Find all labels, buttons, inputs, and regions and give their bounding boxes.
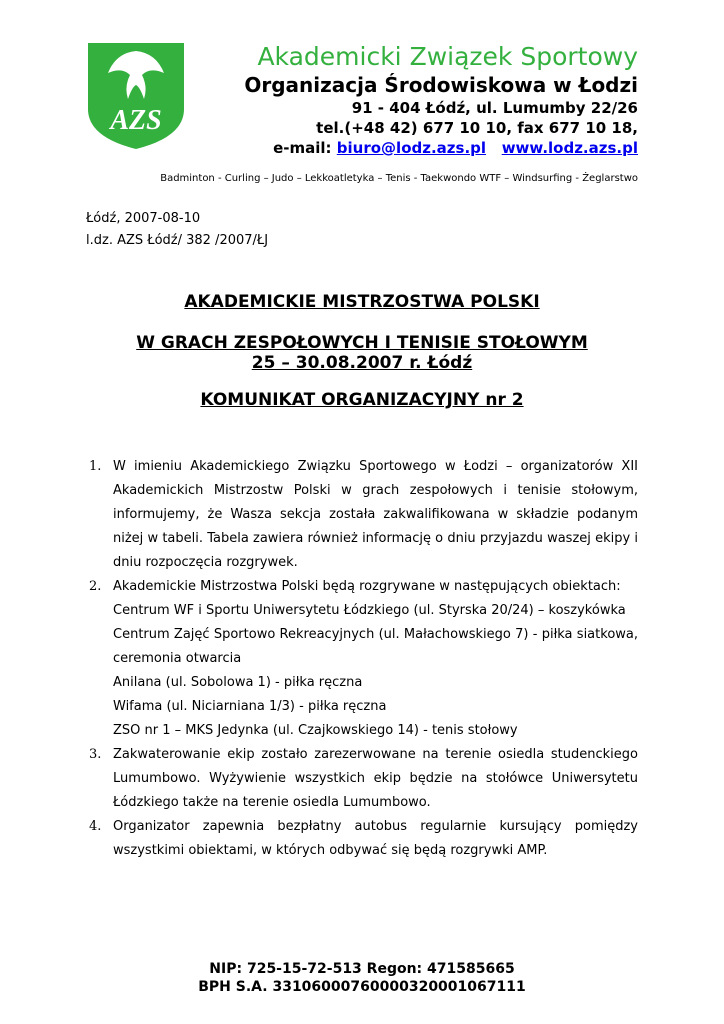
title-line-2: W GRACH ZESPOŁOWYCH I TENISIE STOŁOWYM [136,333,588,353]
azs-logo [86,41,186,151]
item-number: 4. [89,819,102,834]
org-subtitle: Organizacja Środowiskowa w Łodzi [244,73,638,97]
letterhead [244,42,638,158]
item-text: Organizator zapewnia bezpłatny autobus regularnie kursujący pomiędzy wszystkimi obiektami, w których odbywać się będą rozgrywki AMP. [113,819,638,858]
item-text: Akademickie Mistrzostwa Polski będą rozgrywane w następujących obiektach: [113,579,621,594]
item-number: 1. [89,459,102,474]
logo-text: AZS [110,105,162,136]
venue: Anilana (ul. Sobolowa 1) - piłka ręczna [113,675,363,690]
footer-bank: BPH S.A. 33106000760000320001067111 [198,979,526,995]
list-item [84,575,638,743]
footer [86,960,638,996]
list-item [84,743,638,815]
org-title: Akademicki Związek Sportowy [257,42,638,71]
venue: Wifama (ul. Niciarniana 1/3) - piłka ręczna [113,699,387,714]
org-address: 91 - 404 Łódź, ul. Lumumby 22/26 [351,99,638,117]
item-text: Zakwaterowanie ekip zostało zarezerwowane na terenie osiedla studenckiego Lumumbowo. Wyżywienie wszystkich ekip będzie na stołówce Uniwersytetu Łódzkiego także na terenie osiedla Lumumbowo. [113,747,638,810]
email-label: e-mail: [273,139,332,157]
list-item [84,455,638,575]
title-line-1: AKADEMICKIE MISTRZOSTWA POLSKI [184,292,540,312]
org-contact [244,138,638,158]
item-number: 3. [89,747,102,762]
email-link[interactable]: biuro@lodz.azs.pl [336,139,487,157]
venue: Centrum Zajęć Sportowo Rekreacyjnych (ul. Małachowskiego 7) - piłka siatkowa, ceremonia otwarcia [113,627,638,666]
title-line-4: KOMUNIKAT ORGANIZACYJNY nr 2 [200,390,524,410]
list-item [84,815,638,863]
website-link[interactable]: www.lodz.azs.pl [501,139,638,157]
document-ref: l.dz. AZS Łódź/ 382 /2007/ŁJ [86,233,269,248]
org-phone: tel.(+48 42) 677 10 10, fax 677 10 18, [316,119,638,137]
title-line-3: 25 – 30.08.2007 r. Łódź [251,353,473,373]
footer-nip: NIP: 725-15-72-513 Regon: 471585665 [209,961,515,977]
venue: ZSO nr 1 – MKS Jedynka (ul. Czajkowskiego 14) - tenis stołowy [113,723,518,738]
venue: Centrum WF i Sportu Uniwersytetu Łódzkiego (ul. Styrska 20/24) – koszykówka [113,603,626,618]
announcement-list [84,455,638,863]
document-meta [86,208,268,252]
item-text: W imieniu Akademickiego Związku Sportowego w Łodzi – organizatorów XII Akademickich Mistrzostw Polski w grach zespołowych i tenisie stołowym, informujemy, że Wasza sekcja została zakwalifikowana w składzie podanym niżej w tabeli. Tabela zawiera również informację o dniu przyjazdu waszej ekipy i dniu rozpoczęcia rozgrywek. [113,459,638,570]
document-date: Łódź, 2007-08-10 [86,211,201,226]
item-number: 2. [89,579,102,594]
sports-list: Badminton - Curling – Judo – Lekkoatletyka – Tenis - Taekwondo WTF – Windsurfing - Żeglarstwo [160,173,638,184]
